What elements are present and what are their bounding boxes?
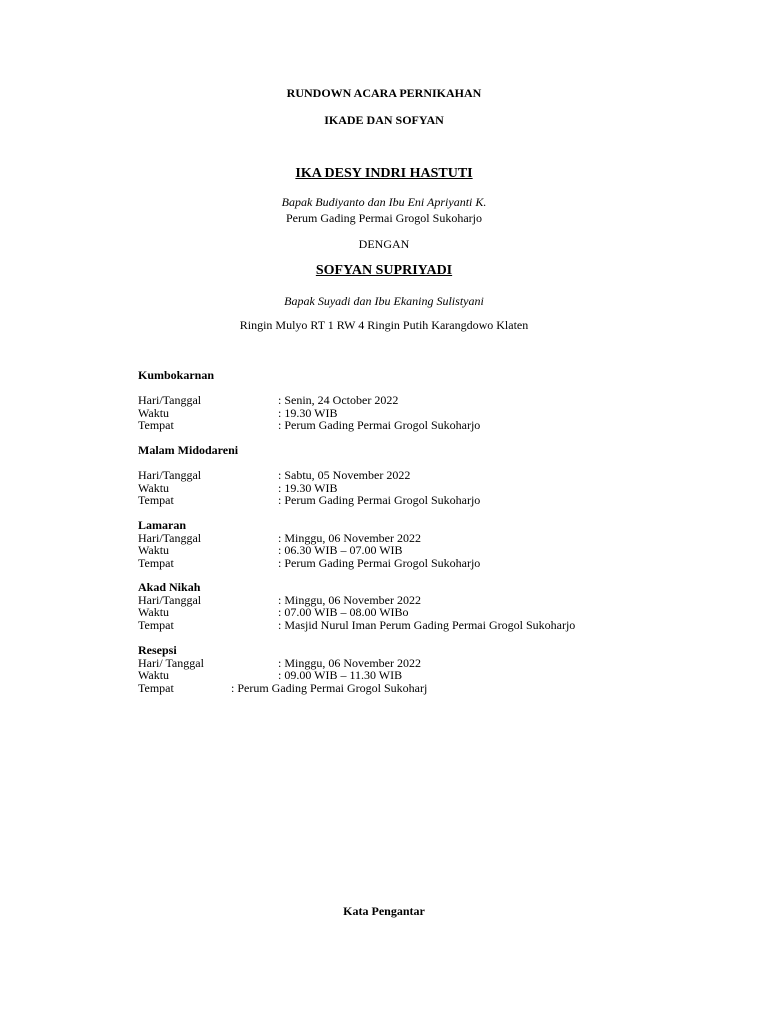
- row-label: Hari/Tanggal: [138, 530, 202, 545]
- row-value: : Minggu, 06 November 2022: [278, 592, 421, 607]
- event-resepsi: [138, 644, 738, 694]
- row-label: Waktu: [138, 405, 170, 420]
- document-title: RUNDOWN ACARA PERNIKAHAN: [286, 86, 482, 100]
- row-label: Tempat: [138, 555, 174, 570]
- event-row: [138, 419, 738, 432]
- couple-subtitle: IKADE DAN SOFYAN: [324, 113, 444, 127]
- row-value: : Minggu, 06 November 2022: [278, 655, 421, 670]
- row-value: : 07.00 WIB – 08.00 WIBo: [278, 605, 409, 619]
- row-label: Hari/Tanggal: [138, 393, 202, 407]
- event-row: [138, 494, 738, 507]
- event-row: [138, 606, 738, 619]
- row-value: : Senin, 24 October 2022: [278, 393, 399, 407]
- event-row: [138, 619, 738, 632]
- row-label: Waktu: [138, 543, 170, 557]
- row-label: Waktu: [138, 668, 170, 682]
- row-label: Tempat: [138, 617, 174, 632]
- event-row: [138, 669, 738, 682]
- event-title: Lamaran: [138, 518, 186, 532]
- row-label: Tempat: [138, 680, 174, 695]
- groom-name: SOFYAN SUPRIYADI: [315, 263, 453, 278]
- event-title: Malam Midodareni: [138, 443, 239, 457]
- event-row: [138, 682, 738, 695]
- event-kumbokarnan: [138, 369, 738, 432]
- event-row: [138, 469, 738, 482]
- row-value: : Minggu, 06 November 2022: [278, 530, 421, 545]
- groom-parents: Bapak Suyadi dan Ibu Ekaning Sulistyani: [284, 294, 484, 308]
- event-title: Resepsi: [138, 643, 177, 657]
- row-value: : Masjid Nurul Iman Perum Gading Permai Grogol Sukoharjo: [278, 617, 576, 632]
- row-value: : 19.30 WIB: [278, 480, 338, 495]
- bride-name: IKA DESY INDRI HASTUTI: [295, 166, 473, 181]
- row-label: Waktu: [138, 480, 170, 495]
- row-value: : Perum Gading Permai Grogol Sukoharjo: [278, 418, 481, 432]
- event-row: [138, 544, 738, 557]
- row-value: : Perum Gading Permai Grogol Sukoharj: [231, 680, 428, 695]
- row-label: Tempat: [138, 493, 174, 507]
- row-label: Hari/ Tanggal: [138, 655, 204, 670]
- row-label: Tempat: [138, 418, 174, 432]
- groom-address: Ringin Mulyo RT 1 RW 4 Ringin Putih Karangdowo Klaten: [239, 318, 529, 332]
- event-row: [138, 532, 738, 545]
- bride-parents: Bapak Budiyanto dan Ibu Eni Apriyanti K.: [281, 195, 487, 209]
- connector-text: DENGAN: [358, 237, 410, 251]
- event-row: [138, 557, 738, 570]
- row-value: : 06.30 WIB – 07.00 WIB: [278, 543, 403, 557]
- row-value: : Perum Gading Permai Grogol Sukoharjo: [278, 493, 481, 507]
- kata-pengantar-heading: Kata Pengantar: [343, 904, 425, 918]
- event-lamaran: [138, 519, 738, 569]
- row-value: : 09.00 WIB – 11.30 WIB: [278, 668, 403, 682]
- row-value: : Sabtu, 05 November 2022: [278, 468, 411, 482]
- row-value: : Perum Gading Permai Grogol Sukoharjo: [278, 555, 481, 570]
- row-value: : 19.30 WIB: [278, 405, 338, 420]
- row-label: Hari/Tanggal: [138, 468, 202, 482]
- event-malam-midodareni: [138, 444, 738, 507]
- bride-address: Perum Gading Permai Grogol Sukoharjo: [286, 211, 482, 225]
- event-row: [138, 594, 738, 607]
- event-title: Akad Nikah: [138, 580, 201, 594]
- event-row: [138, 394, 738, 407]
- row-label: Waktu: [138, 605, 170, 619]
- event-akad-nikah: [138, 581, 738, 631]
- row-label: Hari/Tanggal: [138, 592, 202, 607]
- event-title: Kumbokarnan: [138, 368, 215, 382]
- event-row: [138, 657, 738, 670]
